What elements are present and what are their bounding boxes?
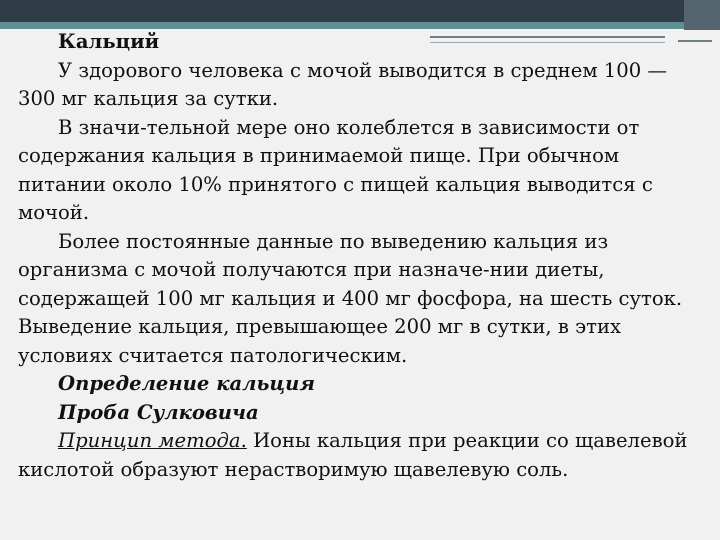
paragraph-3: Более постоянные данные по выведению кальция из организма с мочой получаются при назначе-нии диеты, содержащей 100 мг кальция и 400 мг фосфора, на шесть суток. Выведение кальция, превышающее 200 мг в сутки, в этих условиях считается патологическим.	[18, 229, 683, 367]
principle-paragraph	[18, 427, 702, 484]
corner-block	[684, 0, 720, 30]
subsection-heading: Проба Сулковича	[58, 400, 259, 424]
slide-body	[18, 28, 702, 484]
principle-text: Ионы кальция при реакции со щавелевой кислотой образуют нерастворимую щавелевую соль.	[18, 429, 688, 481]
slide-title: Кальций	[58, 30, 160, 53]
top-band	[0, 0, 720, 22]
paragraph-1: У здорового человека с мочой выводится в среднем 100 —300 мг кальция за сутки.	[18, 58, 668, 110]
section-heading: Определение кальция	[58, 372, 315, 395]
principle-label: Принцип метода.	[58, 429, 247, 452]
paragraph-2: В значи-тельной мере оно колеблется в зависимости от содержания кальция в принимаемой пище. При обычном питании около 10% принятого с пищей кальция выводится с мочой.	[18, 115, 653, 224]
